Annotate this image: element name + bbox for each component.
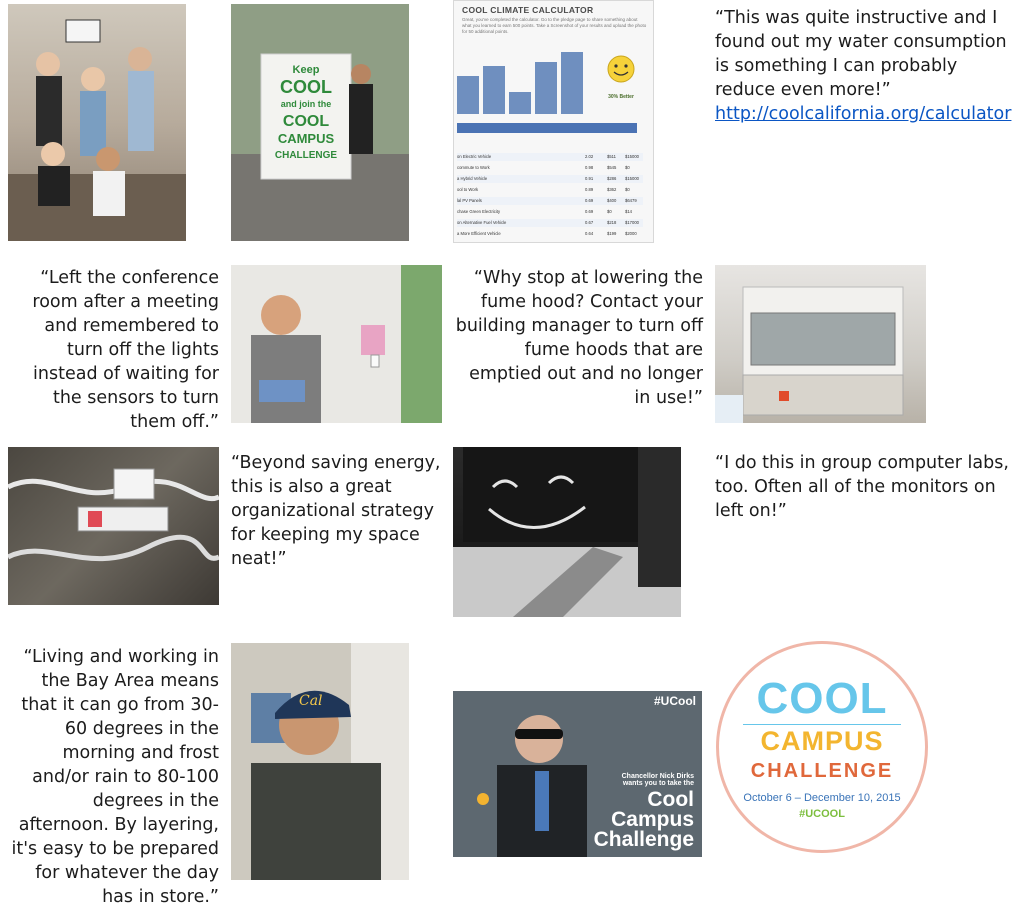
calculator-badge [596, 49, 646, 117]
fume-hood-illustration [715, 265, 926, 423]
calculator-row: lal PV Panels 0.69 $400 $6479 [457, 197, 643, 205]
fume-hood-photo [715, 265, 926, 423]
calc-bar [457, 76, 479, 114]
quote-computer-labs: “I do this in group computer labs, too. Often all of the monitors on left on!” [715, 453, 1009, 521]
calc-bar [561, 52, 583, 114]
calc-bar [509, 92, 531, 114]
quote-water [715, 6, 1011, 126]
quote-fume-hood: “Why stop at lowering the fume hood? Contact your building manager to turn off fume hoods that are emptied out and no longer in use!” [455, 268, 703, 408]
calculator-tabs [457, 123, 637, 133]
quote-lights: “Left the conference room after a meeting and remembered to turn off the lights instead of waiting for the sensors to turn them off.” [32, 268, 219, 432]
poster-photo [231, 4, 409, 241]
monitor-smiley-illustration [453, 447, 681, 617]
chancellor-challenge: Challenge [593, 828, 694, 851]
svg-text:Cal: Cal [299, 693, 323, 709]
poster-line-5: CAMPUS [277, 131, 335, 146]
poster-line-4: COOL [282, 113, 330, 130]
calculator-link[interactable]: http://coolcalifornia.org/calculator [715, 104, 1012, 124]
logo-divider [743, 724, 901, 725]
power-strip-illustration [8, 447, 219, 605]
logo-challenge: CHALLENGE [750, 760, 894, 782]
logo-dates: October 6 – December 10, 2015 [743, 792, 901, 804]
power-strip-photo [8, 447, 219, 605]
calculator-row: on Alternative Fuel Vehicle 0.67 $218 $17000 [457, 219, 643, 227]
quote-organize: “Beyond saving energy, this is also a great organizational strategy for keeping my space neat!” [231, 453, 441, 569]
cool-campus-challenge-logo [716, 641, 928, 853]
poster-line-1: Keep [292, 64, 320, 76]
cal-hat-photo [231, 643, 409, 880]
logo-hashtag: #UCOOL [799, 808, 845, 820]
calculator-row: commute to Work 0.98 $545 $0 [457, 165, 630, 170]
calculator-subtitle: Great, you've completed the calculator. Go to the pledge page to share something about what you learned to earn 500 points. Take a Screenshot of your results and upload the photo for 50 additional points. [462, 17, 647, 34]
calculator-row: a More Efficient Vehicle 0.64 $199 $2000 [457, 231, 637, 236]
calculator-bar-chart [457, 49, 587, 114]
poster-line-2: COOL [280, 77, 332, 97]
poster-line-3: and join the [280, 99, 332, 109]
calculator-row: chase Green Electricity 0.69 $0 $14 [457, 209, 632, 214]
calculator-title: COOL CLIMATE CALCULATOR [462, 5, 594, 15]
poster-line-6: CHALLENGE [274, 150, 338, 161]
calculator-row: a Hybrid Vehicle 0.91 $286 $15000 [457, 175, 643, 183]
calc-bar [535, 62, 557, 114]
calculator-row: on Electric Vehicle 2.02 $511 $15000 [457, 153, 643, 161]
logo-campus: CAMPUS [760, 726, 884, 756]
calculator-row: ool to Work 0.89 $362 $0 [457, 187, 630, 192]
man-in-cal-hat-illustration [231, 643, 409, 880]
chancellor-campus: Campus [611, 808, 694, 831]
quote-water-text: “This was quite instructive and I found out my water consumption is something I can probably reduce even more!” [715, 8, 1007, 100]
chancellor-cool: Cool [647, 788, 694, 811]
quote-layering: “Living and working in the Bay Area means that it can go from 30-60 degrees in the morning and frost and/or rain to 80-100 degrees in the afternoon. By layering, it's easy to be prepared for whatever the day has in store.” [11, 647, 219, 907]
monitor-smiley-photo [453, 447, 681, 617]
logo-cool: COOL [756, 674, 888, 723]
chancellor-hashtag: #UCool [654, 694, 696, 708]
chancellor-photo [453, 691, 702, 857]
calc-bar [483, 66, 505, 114]
calculator-screenshot [453, 0, 654, 243]
chancellor-small-text: Chancellor Nick Dirks wants you to take the [621, 773, 694, 787]
smiley-icon [596, 49, 646, 89]
group-people-illustration [8, 4, 186, 241]
light-switch-photo [231, 265, 442, 423]
group-photo [8, 4, 186, 241]
calculator-badge-text: 30% Better [608, 94, 634, 100]
man-at-switch-illustration [231, 265, 442, 423]
